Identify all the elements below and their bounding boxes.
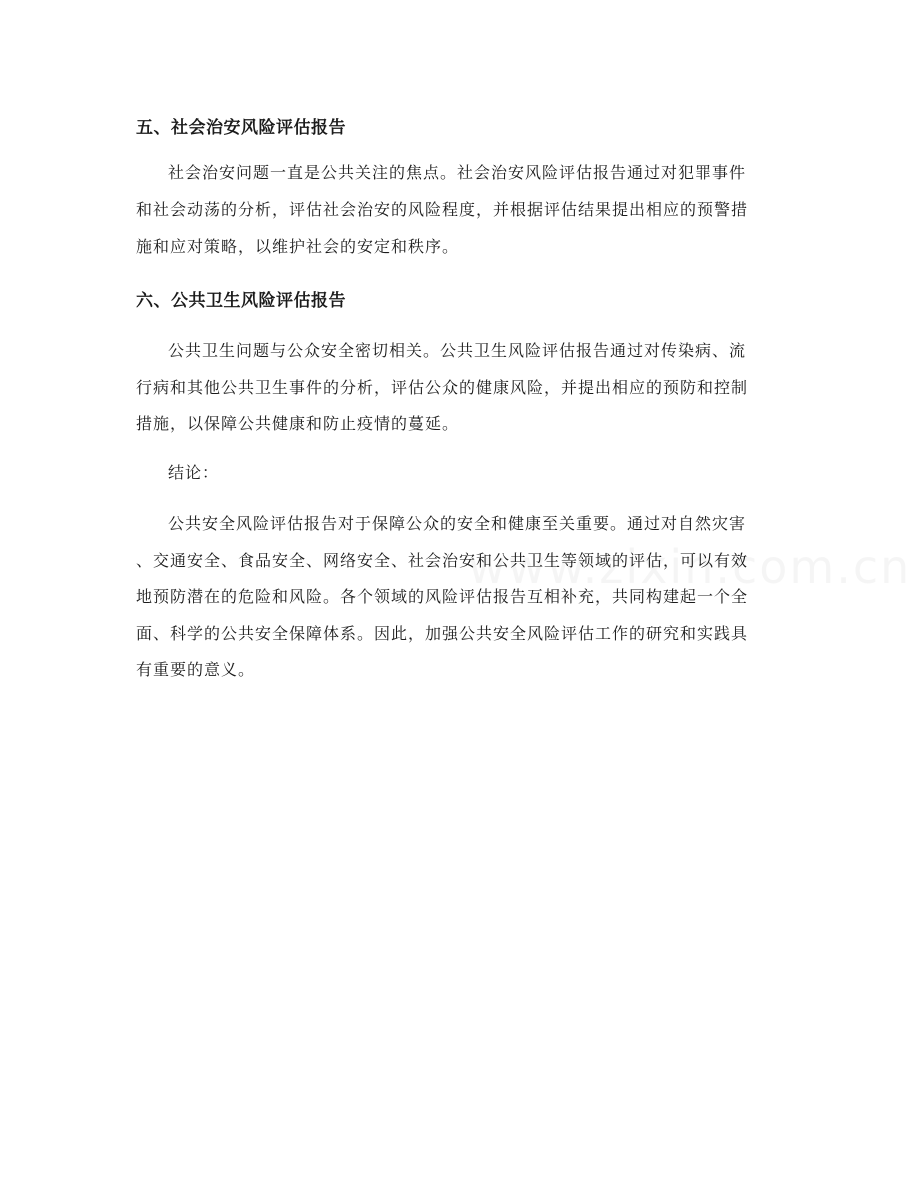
conclusion-label: 结论： [168, 463, 220, 482]
conclusion-line-3: 地预防潜在的危险和风险。各个领域的风险评估报告互相补充，共同构建起一个全 [136, 587, 749, 606]
section-6-heading: 六、公共卫生风险评估报告 [136, 291, 346, 311]
conclusion-line-1: 公共安全风险评估报告对于保障公众的安全和健康至关重要。通过对自然灾害 [168, 514, 747, 533]
section-6-line-1: 公共卫生问题与公众安全密切相关。公共卫生风险评估报告通过对传染病、流 [168, 341, 747, 360]
section-5-line-3: 施和应对策略，以维护社会的安定和秩序。 [136, 237, 460, 256]
section-6-line-2: 行病和其他公共卫生事件的分析，评估公众的健康风险，并提出相应的预防和控制 [136, 378, 749, 397]
section-6-line-3: 措施，以保障公共健康和防止疫情的蔓延。 [136, 414, 460, 433]
section-5-line-1: 社会治安问题一直是公共关注的焦点。社会治安风险评估报告通过对犯罪事件 [168, 163, 747, 182]
section-5-heading: 五、社会治安风险评估报告 [136, 118, 346, 138]
conclusion-line-5: 有重要的意义。 [136, 660, 256, 679]
section-5-line-2: 和社会动荡的分析，评估社会治安的风险程度，并根据评估结果提出相应的预警措 [136, 200, 749, 219]
conclusion-line-2: 、交通安全、食品安全、网络安全、社会治安和公共卫生等领域的评估，可以有效 [136, 551, 749, 570]
conclusion-line-4: 面、科学的公共安全保障体系。因此，加强公共安全风险评估工作的研究和实践具 [136, 624, 749, 643]
